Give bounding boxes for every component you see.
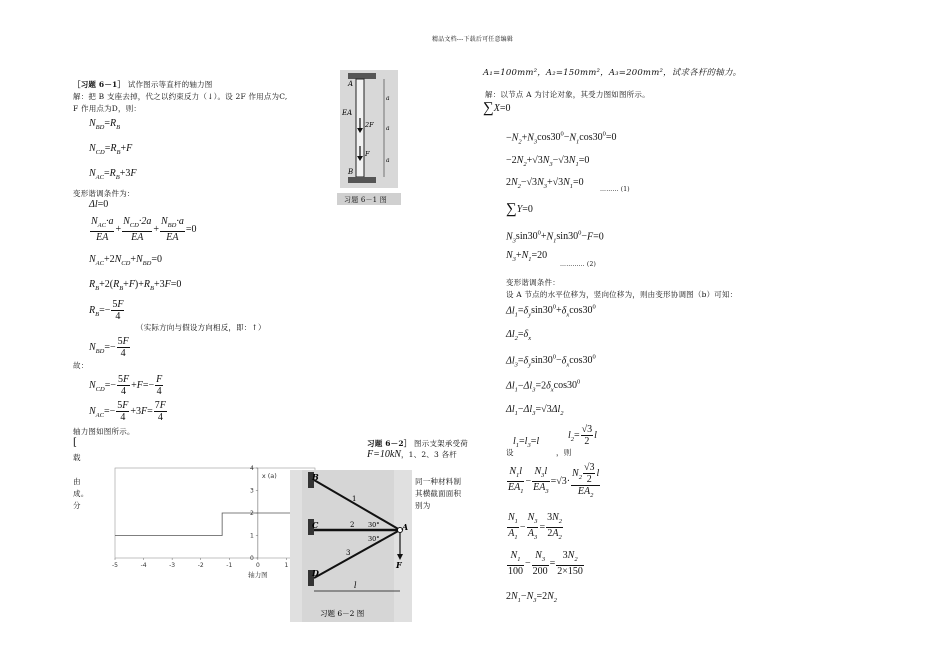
label-d-node: D bbox=[312, 568, 319, 578]
label-a-node: A bbox=[402, 522, 409, 532]
eq-l2: $l_2=$ $\frac{√3}{2}$ l bbox=[568, 424, 597, 447]
then-label: ，则 bbox=[556, 448, 572, 457]
chart-x-tick-label: 1 bbox=[284, 562, 289, 569]
label-length-l: l bbox=[354, 581, 357, 590]
chart-x-tick-label: -2 bbox=[197, 562, 204, 569]
therefore-label: 故： bbox=[73, 361, 89, 370]
label-a-point: A bbox=[348, 80, 354, 88]
eq-x-1: $-N_2+N_3\cos 30^0-N_1\cos 30^0=0$ bbox=[506, 131, 617, 146]
eq-ratio-1: $\frac{N_1l}{EA_1}$ − $\frac{N_3l}{EA_3}$ =√3· $N_2$ $\frac{√3}{2}$ l $EA_2$ bbox=[508, 462, 600, 499]
bracket-fragment: [ bbox=[73, 437, 78, 448]
label-ea: EA bbox=[342, 109, 353, 117]
eq-delta-l: Δl=0 bbox=[89, 199, 109, 210]
label-a-length-2: a bbox=[386, 125, 390, 132]
eq-final: $2N_1-N_3=2N_2$ bbox=[506, 591, 558, 604]
top-support bbox=[348, 73, 376, 79]
text-fragment-2: 由 bbox=[73, 477, 81, 486]
eq-rb-sum: $R_B+2(R_B+F)+R_B+3F=0$ bbox=[89, 279, 182, 292]
problem-6-2-number: 习题 6－2］ bbox=[367, 439, 412, 448]
chart-x-tick-label: -4 bbox=[140, 562, 147, 569]
eq-dl1: $\Delta l_1=\delta_y\sin 30^0+\delta_x\cos 30^0$ bbox=[506, 304, 596, 319]
figure-6-1-caption: 习题 6－1 图 bbox=[344, 196, 387, 204]
eq-dl3: $\Delta l_3=\delta_y\sin 30^0-\delta_x\cos 30^0$ bbox=[506, 354, 596, 369]
bottom-support bbox=[348, 177, 376, 183]
solution-intro: 解：以节点 A 为讨论对象，其受力图如图所示。 bbox=[485, 90, 650, 99]
eq-sum-y: ∑Y=0 bbox=[506, 201, 533, 217]
eq-ratio-2: $\frac{N_1}{A_1}$ − $\frac{N_3}{A_3}$ = $\frac{3N_2}{2A_2}$ bbox=[508, 512, 563, 541]
eq-nac: $N_{AC}=R_B+3F$ bbox=[89, 168, 137, 181]
chart-y-tick-label: 3 bbox=[250, 487, 254, 495]
label-a-length-3: a bbox=[386, 157, 390, 164]
chart-y-tick-label: 2 bbox=[250, 510, 254, 517]
figure-6-2-photo bbox=[290, 470, 412, 622]
eq-nac-value: $N_{AC}=-$ $\frac{5F}{4}$ +3F= $\frac{7F}{4}$ bbox=[89, 400, 166, 423]
problem-6-2-text-4: 其横截面面积 bbox=[415, 489, 462, 498]
eq-ratio-3: $\frac{N_1}{100}$ − $\frac{N_3}{200}$ = $\frac{3N_2}{2\times 150}$ bbox=[508, 550, 583, 577]
label-b-point: B bbox=[348, 168, 354, 176]
eq-x-3: $2N_2-√3N_3+√3N_1=0$ bbox=[506, 177, 584, 190]
problem-6-2-text: 图示支架承受荷 bbox=[414, 439, 468, 448]
problem-6-2-force-line bbox=[367, 449, 457, 460]
chart-x-tick-label: -1 bbox=[226, 562, 233, 569]
set-label: 设 bbox=[506, 448, 514, 457]
figure-6-1-photo bbox=[340, 70, 398, 188]
eq-y-1: $N_3\sin 30^0+N_1\sin 30^0-F=0$ bbox=[506, 230, 604, 245]
eq-ncd: $N_{CD}=R_B+F$ bbox=[89, 143, 133, 156]
label-2f: 2F bbox=[365, 121, 374, 129]
figure-6-2-drawing bbox=[290, 470, 412, 622]
chart-series-line bbox=[115, 491, 315, 536]
deform-text: 设 A 节点的水平位移为，竖向位移为，则由变形协调图（b）可知： bbox=[506, 290, 738, 299]
deform-condition-label: 变形谐调条件为： bbox=[73, 189, 135, 198]
direction-note: （实际方向与假设方向相反，即：↑） bbox=[136, 323, 266, 332]
chart-x-tick-label: 0 bbox=[255, 562, 260, 569]
label-rod-1: 1 bbox=[352, 495, 357, 503]
chart-y-label: x (a) bbox=[261, 472, 277, 480]
chart-x-tick-label: -3 bbox=[169, 562, 176, 569]
given-areas: A₁=100mm²，A₂=150mm²，A₃=200mm²，试求各杆的轴力。 bbox=[483, 68, 742, 78]
solution-line-2: F 作用点为D，则： bbox=[73, 104, 142, 113]
chart-y-tick-label: 1 bbox=[250, 532, 254, 540]
label-angle-bottom: 30° bbox=[368, 535, 380, 543]
eq-ncd-value: $N_{CD}=-$ $\frac{5F}{4}$ +F=− $\frac{F}{4}$ bbox=[89, 374, 163, 397]
label-f: F bbox=[365, 150, 370, 158]
problem-6-2-text-5: 别为 bbox=[415, 501, 431, 510]
eq-rb-value: $R_B=-$ $\frac{5F}{4}$ bbox=[89, 299, 124, 322]
chart-x-tick-label: -5 bbox=[112, 562, 118, 569]
eq-dl-relation: $\Delta l_1-\Delta l_3=√3\Delta l_2$ bbox=[506, 404, 564, 417]
eq-nbd: $N_{BD}=R_B$ bbox=[89, 118, 121, 131]
eq-tag-2: ………… (2) bbox=[560, 261, 597, 268]
label-rod-2: 2 bbox=[350, 521, 355, 529]
solution-line-1: 解：把 B 支座去掉，代之以约束反力（↓）。设 2F 作用点为C, bbox=[73, 92, 288, 101]
eq-sum-x: ∑X=0 bbox=[483, 100, 511, 116]
force-value: F=10kN bbox=[367, 449, 401, 460]
axial-caption: 轴力图如图所示。 bbox=[73, 427, 135, 436]
problem-6-1-number: ［习题 6－1］ bbox=[73, 80, 126, 89]
label-a-length-1: a bbox=[386, 95, 390, 102]
eq-dl1-dl3: $\Delta l_1-\Delta l_3=2\delta_x\cos 30^0$ bbox=[506, 379, 581, 394]
label-f-force: F bbox=[396, 560, 402, 570]
chart-y-tick-label: 4 bbox=[250, 465, 254, 472]
label-angle-top: 30° bbox=[368, 521, 380, 529]
text-fragment-3: 成。 bbox=[73, 489, 89, 498]
deform-label: 变形谐调条件： bbox=[506, 278, 560, 287]
problem-6-1-text: 试作图示等直杆的轴力图 bbox=[127, 80, 213, 89]
chart-x-label: 轴力图 bbox=[248, 571, 268, 579]
eq-nbd-value: $N_{BD}=-$ $\frac{5F}{4}$ bbox=[89, 336, 129, 359]
eq-x-2: $-2N_2+√3N_3-√3N_1=0$ bbox=[506, 155, 590, 168]
figure-6-1-drawing bbox=[340, 70, 398, 188]
eq-l1-l3: $l_1=l_3=l$ bbox=[513, 436, 540, 449]
problem-6-2-text-2: ，1、2、3 各杆 bbox=[400, 450, 457, 459]
problem-6-1-title bbox=[73, 79, 212, 90]
eq-deform-sum: $\frac{N_{AC}\cdot a}{EA}$ + $\frac{N_{CD}\cdot 2a}{EA}$ + $\frac{N_{BD}\cdot a}{EA}$ =0 bbox=[91, 216, 197, 243]
label-b-node: B bbox=[312, 472, 319, 482]
eq-sum-n: $N_{AC}+2N_{CD}+N_{BD}=0$ bbox=[89, 254, 162, 267]
label-c-node: C bbox=[312, 520, 319, 530]
chart-y-tick-label: 0 bbox=[250, 555, 254, 562]
problem-6-2-title bbox=[367, 438, 468, 449]
figure-6-2-caption: 习题 6－2 图 bbox=[320, 609, 365, 618]
eq-dl2: $\Delta l_2=\delta_x$ bbox=[506, 329, 532, 342]
axial-force-chart bbox=[105, 462, 320, 584]
problem-6-2-text-3: 同一种材料制 bbox=[415, 477, 462, 486]
text-fragment-1: 载 bbox=[73, 453, 81, 462]
text-fragment-4: 分 bbox=[73, 501, 81, 510]
page-header: 精品文档---下载后可任意编辑 bbox=[432, 36, 514, 43]
label-rod-3: 3 bbox=[346, 549, 351, 557]
eq-y-2: $N_3+N_1=20$ bbox=[506, 250, 548, 263]
eq-tag-1: ……… (1) bbox=[600, 186, 630, 193]
